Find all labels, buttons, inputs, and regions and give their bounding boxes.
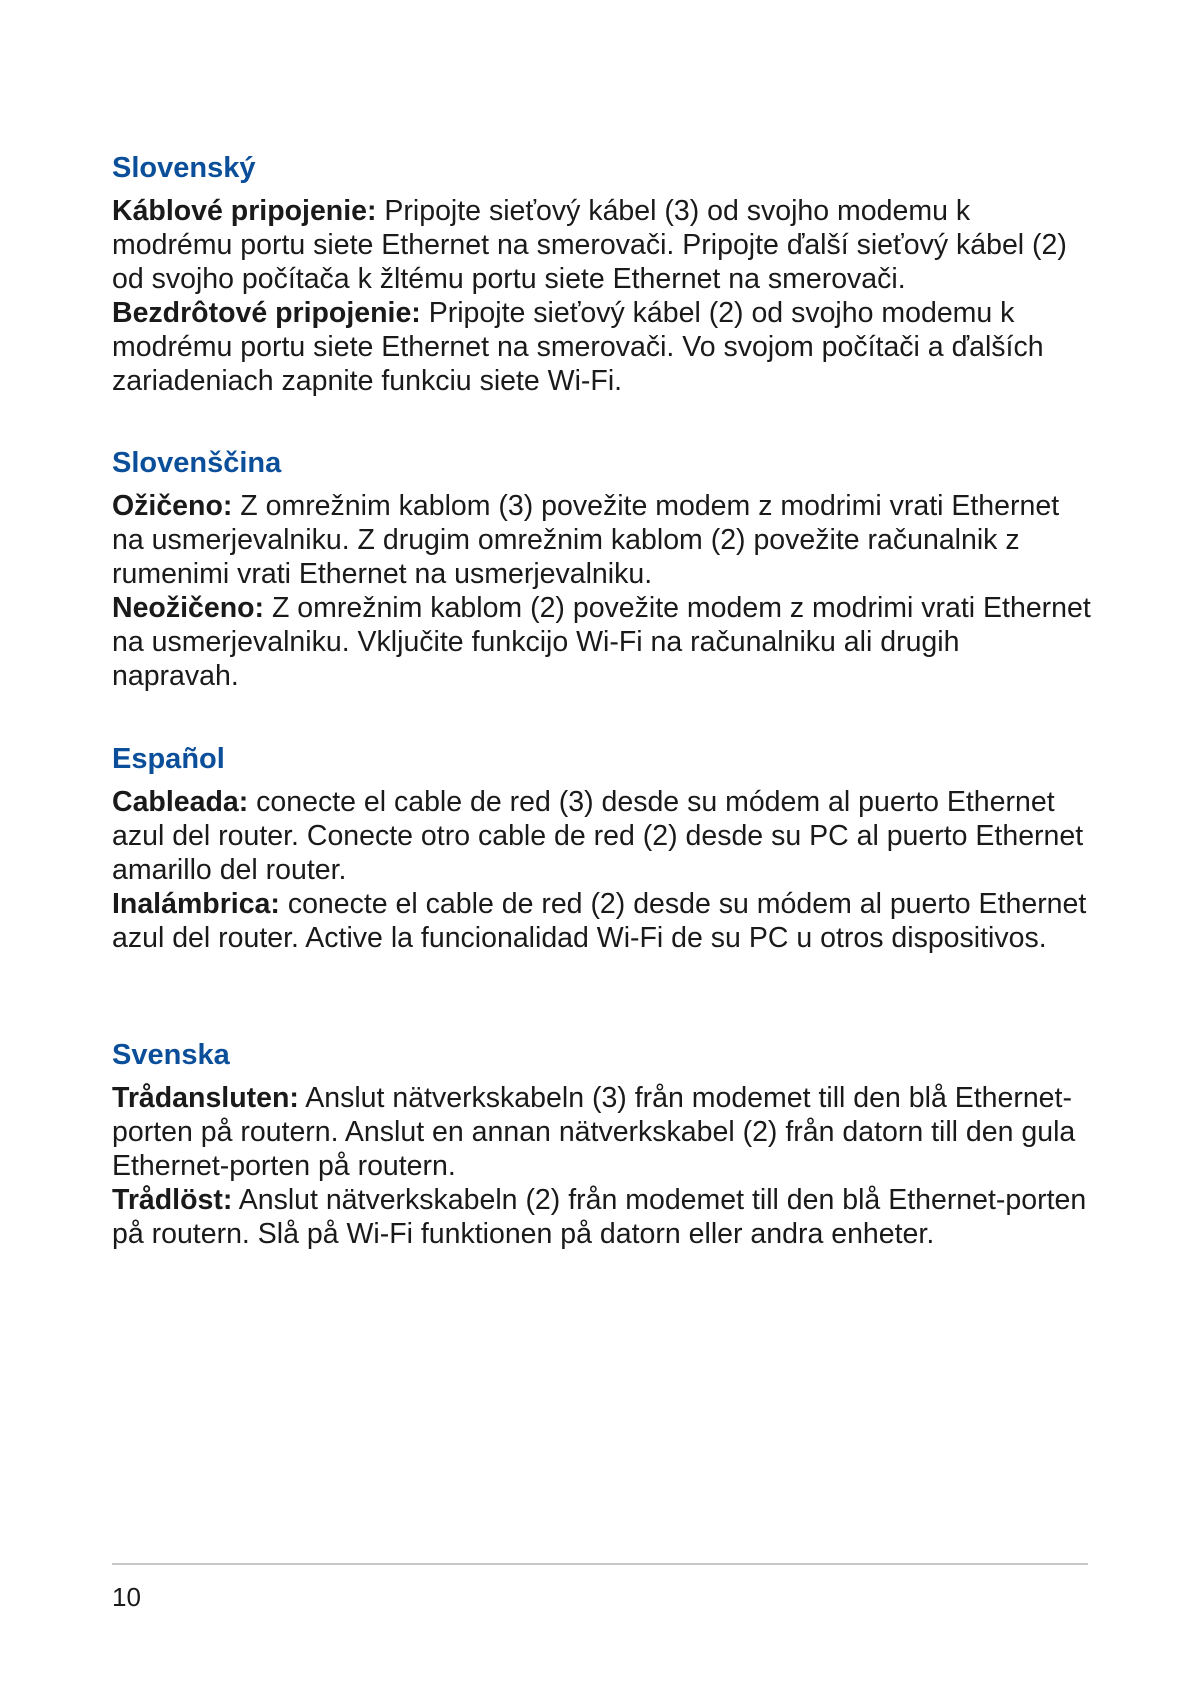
paragraph-label: Cableada: (112, 786, 249, 818)
section-slovenian (112, 445, 1092, 693)
paragraph-label: Bezdrôtové pripojenie: (112, 297, 421, 329)
paragraph-text: Pripojte sieťový kábel (3) od svojho modemu k modrému portu siete Ethernet na smerovači. Pripojte ďalší sieťový kábel (2) od svojho počítača k žltému portu siete Ethernet na smerovači. (112, 195, 1067, 295)
section-slovak (112, 150, 1092, 398)
paragraph-text: conecte el cable de red (3) desde su módem al puerto Ethernet azul del router. Conecte otro cable de red (2) desde su PC al puerto Ethernet amarillo del router. (112, 786, 1084, 886)
paragraph-wired (112, 489, 1092, 591)
section-swedish (112, 1037, 1092, 1251)
document-page (112, 0, 1092, 1684)
paragraph-wireless (112, 296, 1092, 398)
paragraph-text: conecte el cable de red (2) desde su módem al puerto Ethernet azul del router. Active la funcionalidad Wi-Fi de su PC u otros dispositivos. (112, 888, 1087, 954)
paragraph-wired (112, 785, 1092, 887)
paragraph-text: Z omrežnim kablom (2) povežite modem z modrimi vrati Ethernet na usmerjevalniku. Vključite funkcijo Wi-Fi na računalniku ali drugih napravah. (112, 592, 1091, 692)
section-heading: Slovenščina (112, 447, 282, 479)
paragraph-wireless (112, 591, 1092, 693)
paragraph-label: Trådlöst: (112, 1184, 233, 1216)
paragraph-text: Pripojte sieťový kábel (2) od svojho modemu k modrému portu siete Ethernet na smerovači. Vo svojom počítači a ďalších zariadeniach zapnite funkciu siete Wi-Fi. (112, 297, 1044, 397)
paragraph-label: Káblové pripojenie: (112, 195, 377, 227)
paragraph-wired (112, 194, 1092, 296)
section-spanish (112, 741, 1092, 955)
paragraph-text: Z omrežnim kablom (3) povežite modem z modrimi vrati Ethernet na usmerjevalniku. Z drugim omrežnim kablom (2) povežite računalnik z rumenimi vrati Ethernet na usmerjevalniku. (112, 490, 1060, 590)
paragraph-wired (112, 1081, 1092, 1183)
paragraph-wireless (112, 887, 1092, 955)
footer-divider (112, 1563, 1088, 1565)
paragraph-label: Neožičeno: (112, 592, 265, 624)
paragraph-label: Ožičeno: (112, 490, 233, 522)
section-heading: Svenska (112, 1039, 230, 1071)
paragraph-text: Anslut nätverkskabeln (2) från modemet till den blå Ethernet-porten på routern. Slå på Wi-Fi funktionen på datorn eller andra enheter. (112, 1184, 1087, 1250)
paragraph-label: Trådansluten: (112, 1082, 299, 1114)
page-number: 10 (112, 1582, 141, 1612)
paragraph-text: Anslut nätverkskabeln (3) från modemet till den blå Ethernet-porten på routern. Anslut en annan nätverkskabel (2) från datorn till den gula Ethernet-porten på routern. (112, 1082, 1076, 1182)
paragraph-label: Inalámbrica: (112, 888, 280, 920)
section-heading: Español (112, 743, 225, 775)
section-heading: Slovenský (112, 152, 256, 184)
paragraph-wireless (112, 1183, 1092, 1251)
